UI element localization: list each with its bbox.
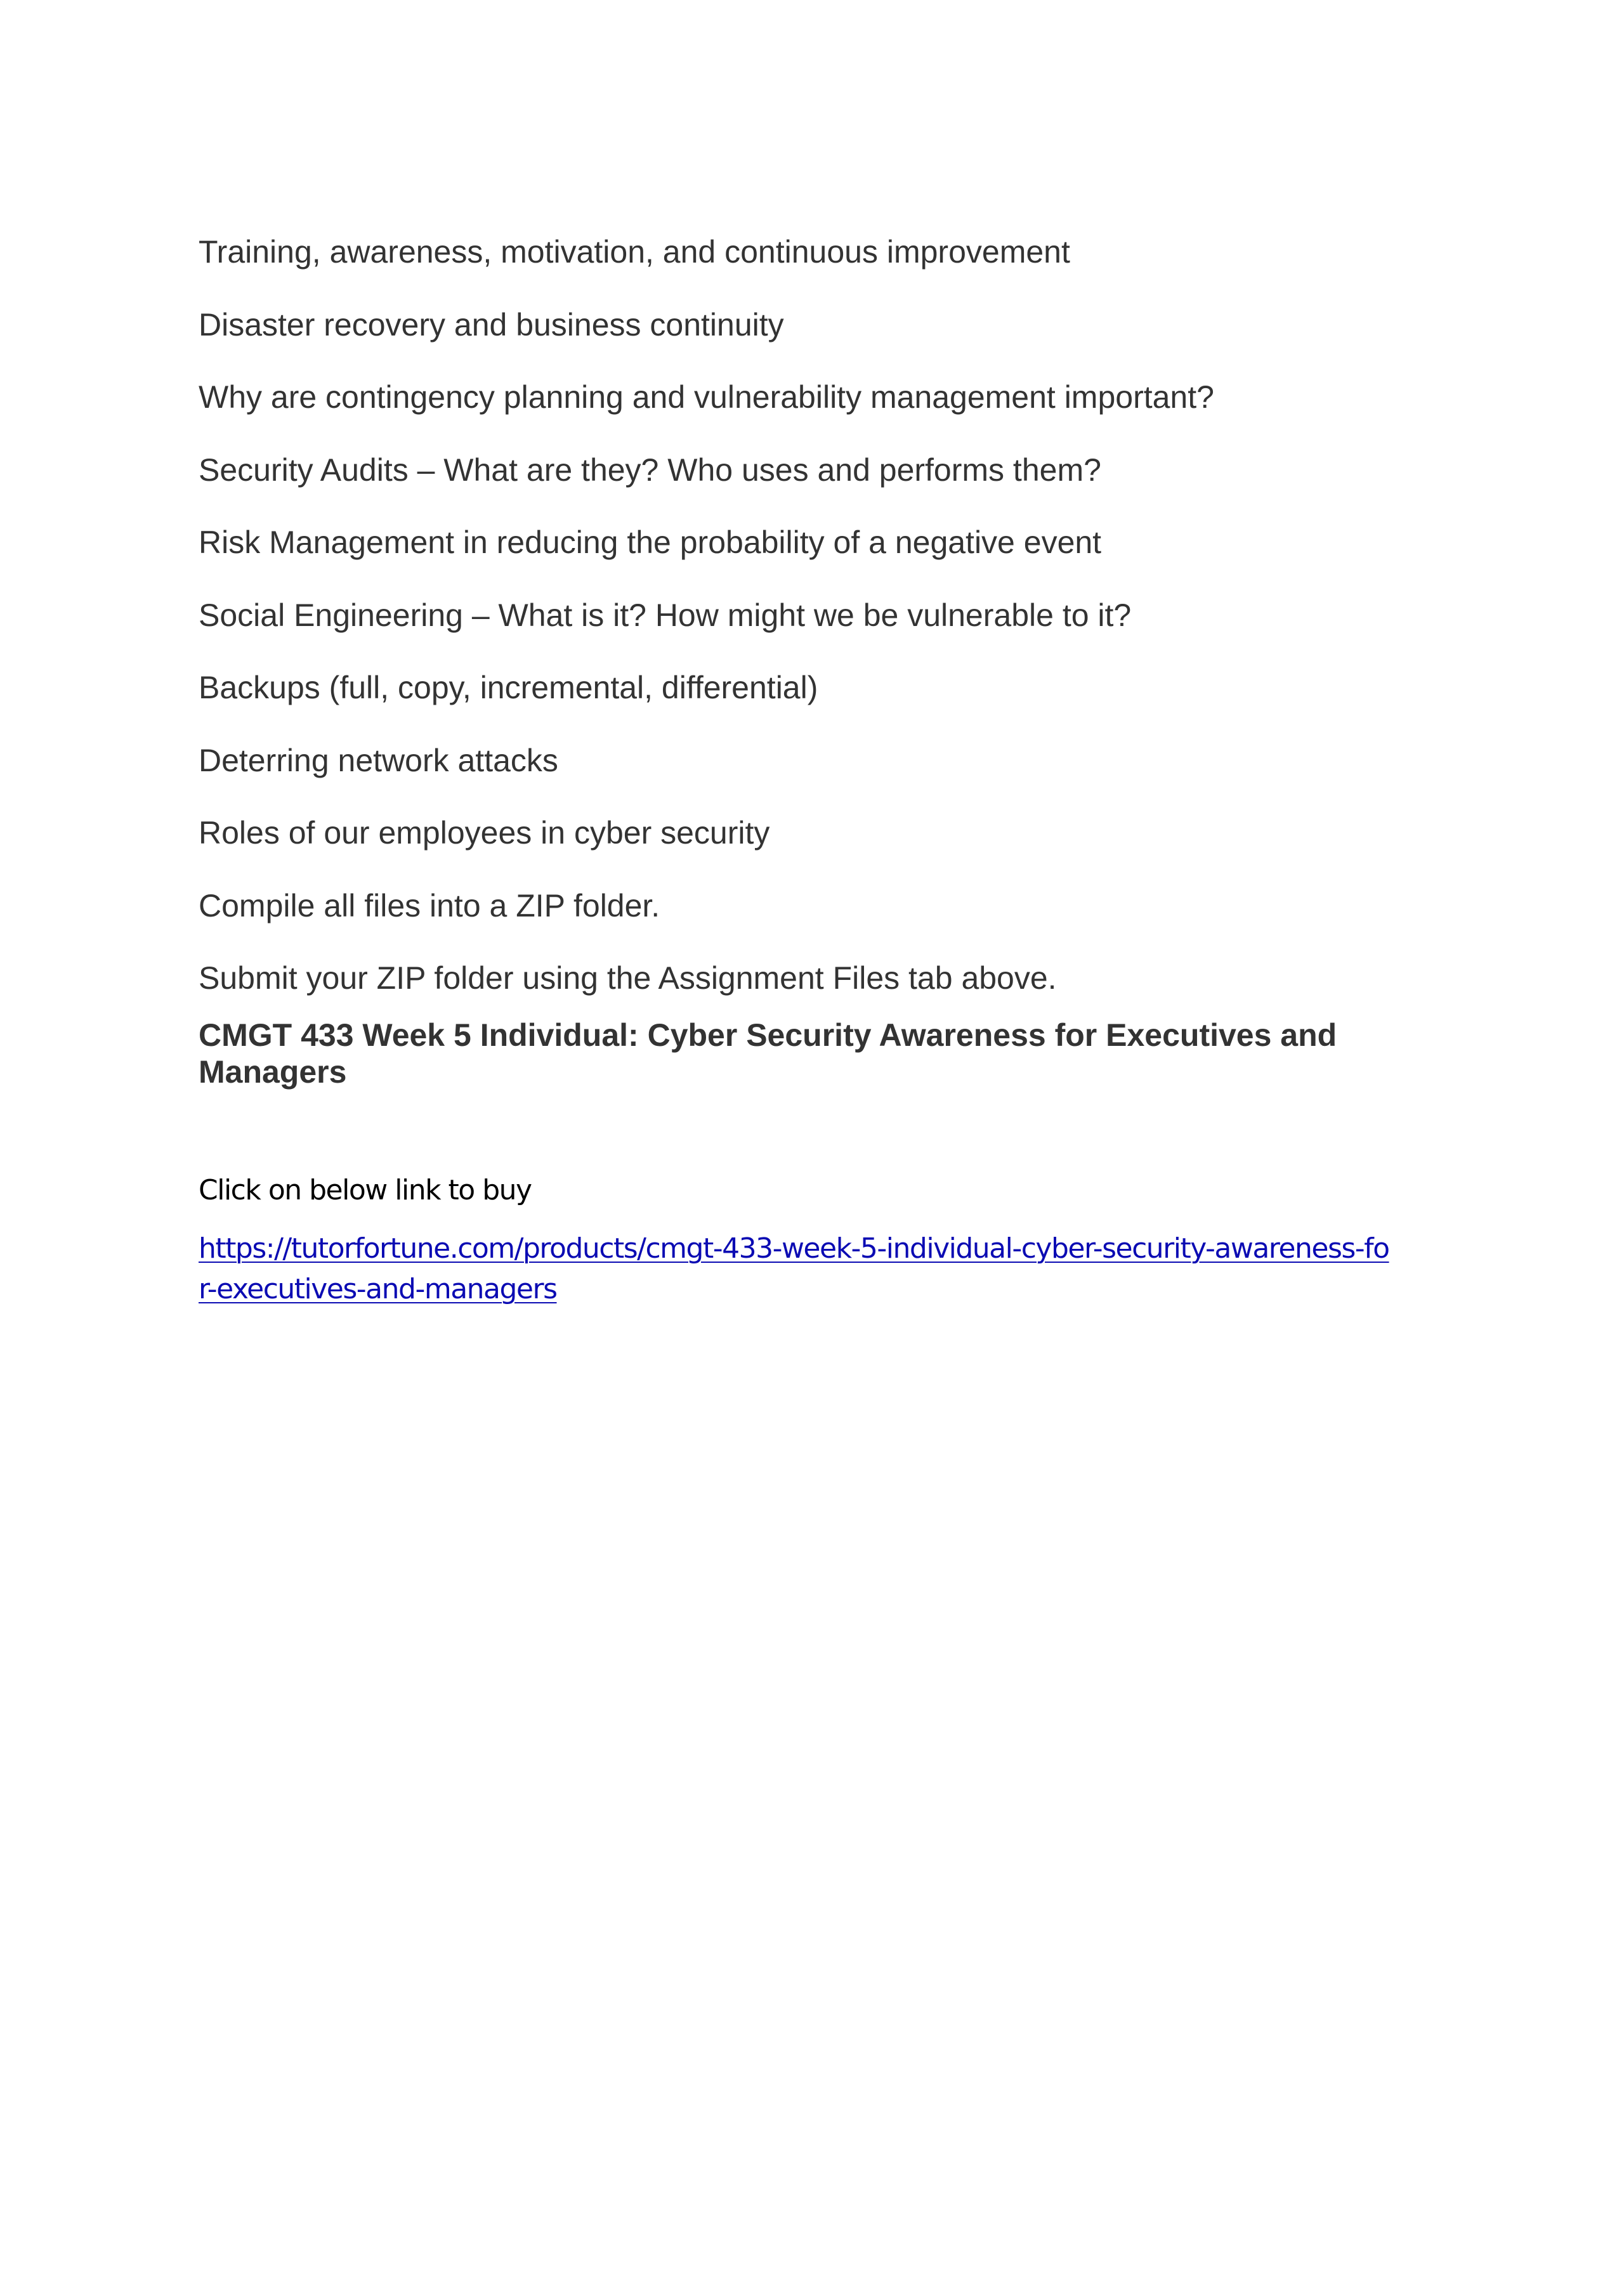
topic-social-engineering: Social Engineering – What is it? How might we be vulnerable to it? [199, 597, 1132, 633]
topic-contingency-planning: Why are contingency planning and vulnerability management important? [199, 379, 1214, 415]
topic-security-audits: Security Audits – What are they? Who uses and performs them? [199, 452, 1101, 488]
document-content [199, 230, 1436, 1310]
instruction-compile-zip: Compile all files into a ZIP folder. [199, 887, 660, 923]
instruction-submit-zip: Submit your ZIP folder using the Assignment Files tab above. [199, 960, 1057, 996]
topic-risk-management: Risk Management in reducing the probability of a negative event [199, 525, 1102, 560]
topic-network-attacks: Deterring network attacks [199, 742, 558, 778]
buy-label: Click on below link to buy [199, 1173, 532, 1206]
topic-disaster-recovery: Disaster recovery and business continuity [199, 306, 784, 342]
product-link[interactable]: https://tutorfortune.com/products/cmgt-433-week-5-individual-cyber-security-awareness-for-executives-and-managers [199, 1232, 1389, 1305]
document-heading: CMGT 433 Week 5 Individual: Cyber Security Awareness for Executives and Managers [199, 1017, 1337, 1090]
topic-employee-roles: Roles of our employees in cyber security [199, 815, 770, 851]
topic-training: Training, awareness, motivation, and continuous improvement [199, 234, 1070, 270]
topic-backups: Backups (full, copy, incremental, differential) [199, 670, 818, 705]
